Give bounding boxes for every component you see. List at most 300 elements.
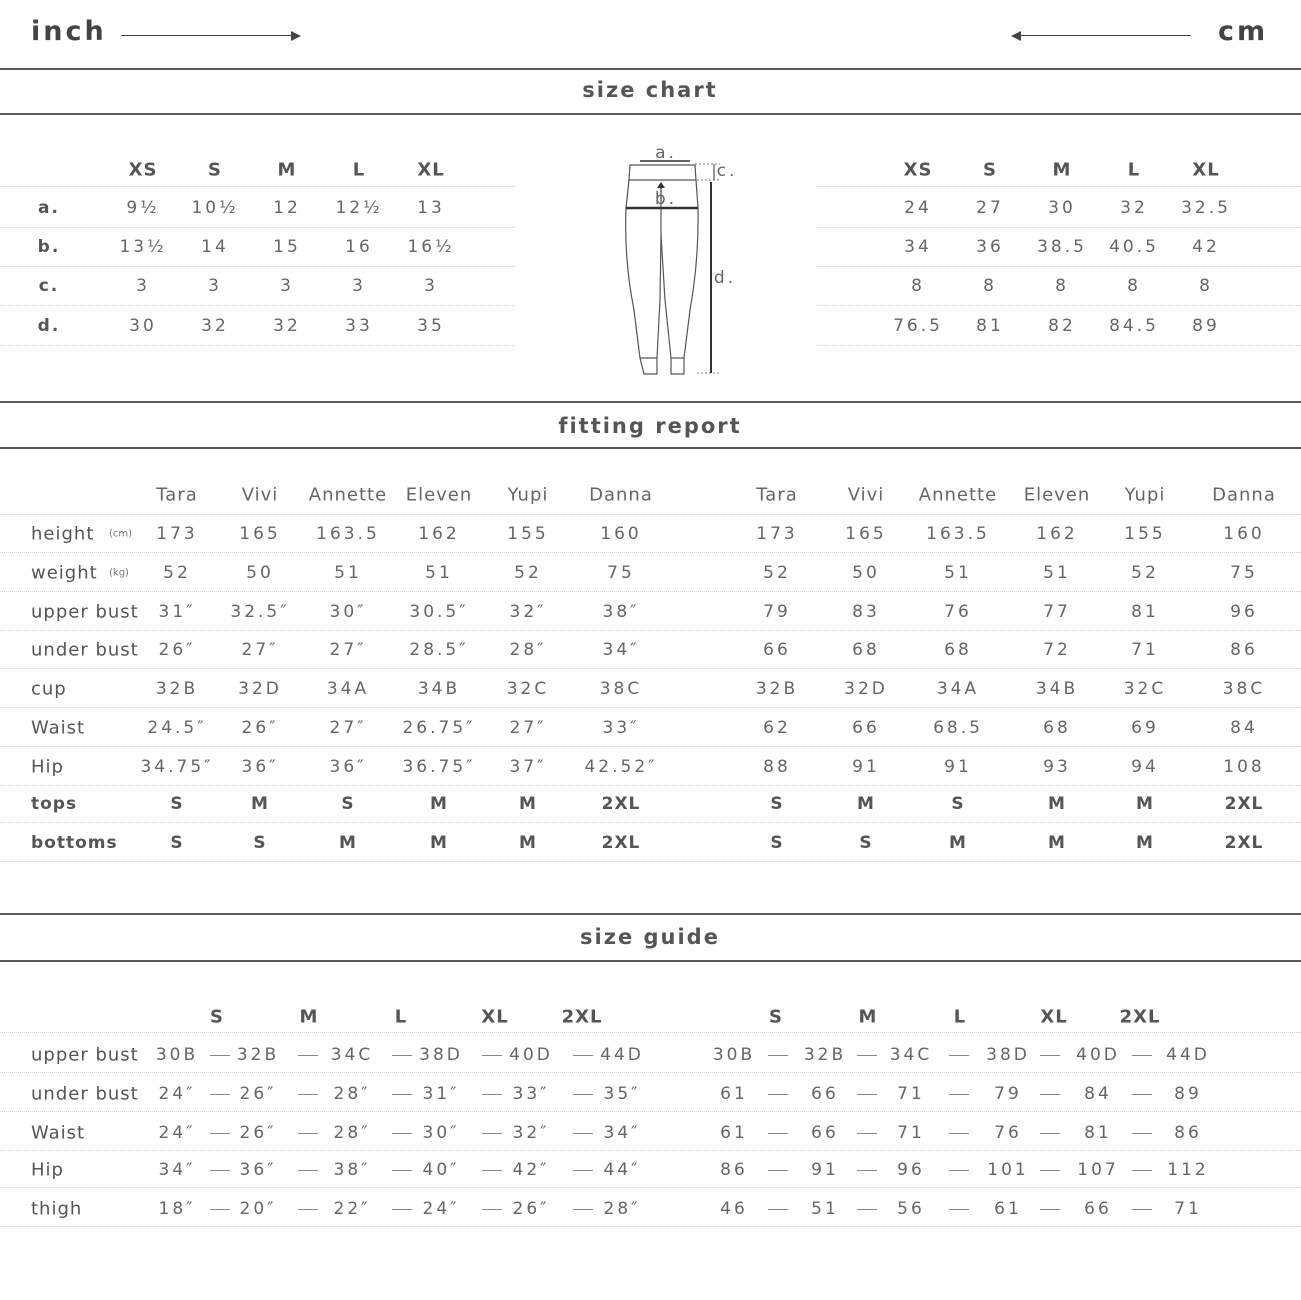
row-separator — [0, 345, 515, 347]
size-value: 13½ — [119, 237, 167, 257]
range-dash — [210, 1133, 230, 1134]
row-label: Hip — [31, 756, 64, 778]
fit-value: 71 — [1131, 640, 1159, 660]
guide-value: 20″ — [239, 1199, 277, 1219]
fit-value: M — [1048, 833, 1066, 853]
size-value: 32 — [1120, 198, 1148, 218]
model-name: Yupi — [507, 484, 549, 506]
size-value: 8 — [1055, 276, 1069, 296]
size-value: 16 — [345, 237, 373, 257]
section-title-fitting-report: fitting report — [558, 414, 742, 438]
guide-value: 44″ — [603, 1160, 641, 1180]
guide-value: 84 — [1084, 1084, 1112, 1104]
fit-value: 155 — [1124, 524, 1166, 544]
size-header: 2XL — [561, 1006, 603, 1028]
size-value: 30 — [1048, 198, 1076, 218]
measure-label: b. — [37, 237, 61, 257]
row-separator — [0, 785, 1301, 787]
guide-value: 30″ — [422, 1123, 460, 1143]
range-dash — [573, 1170, 593, 1171]
fit-value: 31″ — [158, 602, 196, 622]
guide-value: 101 — [987, 1160, 1029, 1180]
range-dash — [857, 1170, 877, 1171]
guide-value: 34″ — [603, 1123, 641, 1143]
size-header: XS — [903, 159, 933, 181]
size-value: 3 — [352, 276, 366, 296]
fit-value: 68 — [944, 640, 972, 660]
waistband-shape — [629, 165, 696, 180]
right-arrow-icon — [121, 35, 297, 36]
guide-value: 86 — [1174, 1123, 1202, 1143]
range-dash — [298, 1055, 318, 1056]
fit-value: S — [341, 794, 355, 814]
model-name: Eleven — [1023, 484, 1091, 506]
fit-value: 93 — [1043, 757, 1071, 777]
fit-value: 51 — [425, 563, 453, 583]
size-value: 40.5 — [1109, 237, 1159, 257]
fit-value: 38″ — [602, 602, 640, 622]
fit-value: 2XL — [601, 833, 641, 853]
fit-value: S — [170, 833, 184, 853]
row-separator — [0, 1226, 1301, 1228]
fit-value: 36″ — [329, 757, 367, 777]
size-value: 3 — [280, 276, 294, 296]
fit-value: 38C — [599, 679, 643, 699]
guide-value: 28″ — [333, 1084, 371, 1104]
diagram-label-a: a. — [655, 143, 677, 163]
fit-value: M — [857, 794, 875, 814]
size-value: 42 — [1192, 237, 1220, 257]
range-dash — [949, 1170, 969, 1171]
size-header: S — [210, 1006, 224, 1028]
guide-value: 32B — [803, 1045, 847, 1065]
guide-value: 40D — [1076, 1045, 1120, 1065]
size-header: S — [769, 1006, 783, 1028]
size-value: 13 — [417, 198, 445, 218]
fit-value: 2XL — [601, 794, 641, 814]
guide-value: 31″ — [422, 1084, 460, 1104]
fit-value: 96 — [1230, 602, 1258, 622]
range-dash — [573, 1055, 593, 1056]
model-name: Vivi — [847, 484, 885, 506]
size-value: 8 — [911, 276, 925, 296]
size-header: M — [858, 1006, 878, 1028]
range-dash — [1132, 1133, 1152, 1134]
range-dash — [857, 1209, 877, 1210]
row-separator — [817, 227, 1301, 229]
model-name: Eleven — [405, 484, 473, 506]
size-value: 89 — [1192, 316, 1220, 336]
fit-value: 26″ — [241, 718, 279, 738]
row-separator — [0, 861, 1301, 863]
row-label: under bust — [31, 1083, 139, 1105]
fit-value: 91 — [852, 757, 880, 777]
size-header: S — [208, 159, 222, 181]
arrowhead-right-icon — [291, 30, 303, 42]
guide-value: 56 — [897, 1199, 925, 1219]
size-value: 27 — [976, 198, 1004, 218]
range-dash — [949, 1209, 969, 1210]
guide-value: 66 — [811, 1084, 839, 1104]
diagram-label-b: b. — [654, 189, 678, 209]
fit-value: 83 — [852, 602, 880, 622]
guide-value: 66 — [1084, 1199, 1112, 1219]
range-dash — [1040, 1209, 1060, 1210]
fit-value: 32D — [844, 679, 888, 699]
size-value: 32 — [273, 316, 301, 336]
fit-value: 162 — [418, 524, 460, 544]
fit-value: 51 — [944, 563, 972, 583]
fit-value: 37″ — [509, 757, 547, 777]
divider — [0, 960, 1301, 962]
guide-value: 61 — [720, 1084, 748, 1104]
fit-value: 51 — [334, 563, 362, 583]
fit-value: 52 — [763, 563, 791, 583]
range-dash — [482, 1209, 502, 1210]
range-dash — [1132, 1170, 1152, 1171]
guide-value: 22″ — [333, 1199, 371, 1219]
size-header: XL — [417, 159, 445, 181]
fit-value: 36″ — [241, 757, 279, 777]
range-dash — [857, 1094, 877, 1095]
fit-value: M — [519, 794, 537, 814]
fit-value: M — [339, 833, 357, 853]
size-header: M — [299, 1006, 319, 1028]
row-label: upper bust — [31, 601, 139, 623]
fit-value: 68.5 — [933, 718, 983, 738]
fit-value: 155 — [507, 524, 549, 544]
size-value: 36 — [976, 237, 1004, 257]
guide-value: 26″ — [239, 1084, 277, 1104]
guide-value: 71 — [897, 1084, 925, 1104]
guide-value: 34″ — [158, 1160, 196, 1180]
range-dash — [392, 1133, 412, 1134]
fit-value: 27″ — [241, 640, 279, 660]
guide-value: 40″ — [422, 1160, 460, 1180]
guide-value: 89 — [1174, 1084, 1202, 1104]
fit-value: 34A — [326, 679, 370, 699]
fit-value: 94 — [1131, 757, 1159, 777]
guide-value: 33″ — [512, 1084, 550, 1104]
fit-value: 84 — [1230, 718, 1258, 738]
size-value: 35 — [417, 316, 445, 336]
row-separator — [817, 345, 1301, 347]
fit-value: 26.75″ — [402, 718, 476, 738]
fit-value: 30″ — [329, 602, 367, 622]
size-header: L — [1127, 159, 1141, 181]
guide-value: 46 — [720, 1199, 748, 1219]
model-name: Vivi — [241, 484, 279, 506]
guide-value: 38″ — [333, 1160, 371, 1180]
size-header: XL — [1192, 159, 1220, 181]
row-label: under bust — [31, 639, 139, 661]
fit-value: 77 — [1043, 602, 1071, 622]
fit-value: 88 — [763, 757, 791, 777]
guide-value: 32B — [236, 1045, 280, 1065]
fit-value: 27″ — [329, 640, 367, 660]
row-separator — [817, 305, 1301, 307]
row-separator — [0, 591, 1301, 593]
guide-value: 44D — [600, 1045, 644, 1065]
measure-label: a. — [38, 198, 60, 218]
guide-value: 71 — [1174, 1199, 1202, 1219]
fit-value: 165 — [239, 524, 281, 544]
fit-value: 32C — [1123, 679, 1167, 699]
fit-value: M — [1136, 794, 1154, 814]
fit-value: 163.5 — [316, 524, 380, 544]
size-value: 82 — [1048, 316, 1076, 336]
fit-value: 36.75″ — [402, 757, 476, 777]
size-value: 12 — [273, 198, 301, 218]
row-label: upper bust — [31, 1044, 139, 1066]
range-dash — [857, 1055, 877, 1056]
range-dash — [210, 1094, 230, 1095]
row-label: Hip — [31, 1159, 64, 1181]
range-dash — [768, 1094, 788, 1095]
fit-value: 86 — [1230, 640, 1258, 660]
fit-value: S — [253, 833, 267, 853]
fit-value: 91 — [944, 757, 972, 777]
guide-value: 30B — [712, 1045, 756, 1065]
row-separator — [817, 266, 1301, 268]
fit-value: 62 — [763, 718, 791, 738]
range-dash — [392, 1055, 412, 1056]
row-label: weight — [31, 562, 98, 584]
range-dash — [573, 1133, 593, 1134]
guide-value: 42″ — [512, 1160, 550, 1180]
left-arrow-icon — [1017, 35, 1191, 36]
guide-value: 24″ — [422, 1199, 460, 1219]
guide-value: 26″ — [239, 1123, 277, 1143]
fit-value: 34B — [1035, 679, 1079, 699]
size-value: 8 — [1127, 276, 1141, 296]
range-dash — [573, 1094, 593, 1095]
fit-value: 2XL — [1224, 833, 1264, 853]
size-value: 76.5 — [893, 316, 943, 336]
row-separator — [0, 186, 515, 188]
fit-value: M — [1048, 794, 1066, 814]
size-value: 34 — [904, 237, 932, 257]
fit-value: 32B — [755, 679, 799, 699]
fit-value: 34″ — [602, 640, 640, 660]
fit-value: 68 — [852, 640, 880, 660]
range-dash — [768, 1133, 788, 1134]
fit-value: 72 — [1043, 640, 1071, 660]
guide-value: 86 — [720, 1160, 748, 1180]
guide-value: 61 — [720, 1123, 748, 1143]
row-separator — [0, 746, 1301, 748]
size-value: 16½ — [407, 237, 455, 257]
size-header: 2XL — [1119, 1006, 1161, 1028]
guide-value: 91 — [811, 1160, 839, 1180]
fit-value: 162 — [1036, 524, 1078, 544]
fit-value: 173 — [156, 524, 198, 544]
fit-value: 68 — [1043, 718, 1071, 738]
size-value: 8 — [1199, 276, 1213, 296]
guide-value: 107 — [1077, 1160, 1119, 1180]
size-value: 8 — [983, 276, 997, 296]
fit-value: 32.5″ — [230, 602, 290, 622]
size-header: S — [983, 159, 997, 181]
range-dash — [392, 1170, 412, 1171]
range-dash — [298, 1209, 318, 1210]
fit-value: 42.52″ — [584, 757, 658, 777]
measure-label: c. — [38, 276, 60, 296]
row-separator — [0, 1072, 1301, 1074]
row-separator — [817, 186, 1301, 188]
range-dash — [392, 1094, 412, 1095]
row-unit: (cm) — [109, 528, 133, 540]
divider — [0, 401, 1301, 403]
guide-value: 36″ — [239, 1160, 277, 1180]
unit-label-inch: inch — [31, 16, 107, 47]
fit-value: 75 — [1230, 563, 1258, 583]
row-separator — [0, 1032, 1301, 1034]
guide-value: 26″ — [512, 1199, 550, 1219]
size-header: XL — [1040, 1006, 1068, 1028]
divider — [0, 68, 1301, 70]
fit-value: M — [1136, 833, 1154, 853]
range-dash — [1132, 1209, 1152, 1210]
size-header: M — [1052, 159, 1072, 181]
row-separator — [0, 305, 515, 307]
guide-value: 71 — [897, 1123, 925, 1143]
size-header: L — [953, 1006, 967, 1028]
size-value: 32.5 — [1181, 198, 1231, 218]
size-header: M — [277, 159, 297, 181]
fit-value: 51 — [1043, 563, 1071, 583]
guide-value: 79 — [994, 1084, 1022, 1104]
fit-value: M — [251, 794, 269, 814]
fit-value: 27″ — [329, 718, 367, 738]
fit-value: 108 — [1223, 757, 1265, 777]
fit-value: 32D — [238, 679, 282, 699]
fit-value: 163.5 — [926, 524, 990, 544]
size-value: 10½ — [191, 198, 239, 218]
size-value: 3 — [136, 276, 150, 296]
fit-value: 27″ — [509, 718, 547, 738]
guide-value: 81 — [1084, 1123, 1112, 1143]
guide-value: 51 — [811, 1199, 839, 1219]
fit-value: 69 — [1131, 718, 1159, 738]
size-value: 38.5 — [1037, 237, 1087, 257]
row-label: tops — [31, 794, 78, 814]
size-value: 81 — [976, 316, 1004, 336]
range-dash — [482, 1133, 502, 1134]
size-header: XL — [481, 1006, 509, 1028]
fit-value: 26″ — [158, 640, 196, 660]
fit-value: S — [170, 794, 184, 814]
fit-value: S — [770, 833, 784, 853]
guide-value: 24″ — [158, 1084, 196, 1104]
row-separator — [0, 266, 515, 268]
guide-value: 66 — [811, 1123, 839, 1143]
fit-value: 33″ — [602, 718, 640, 738]
size-header: L — [352, 159, 366, 181]
guide-value: 34C — [330, 1045, 374, 1065]
fit-value: 28.5″ — [409, 640, 469, 660]
size-value: 15 — [273, 237, 301, 257]
range-dash — [1040, 1055, 1060, 1056]
size-value: 33 — [345, 316, 373, 336]
fit-value: 52 — [163, 563, 191, 583]
fit-value: 30.5″ — [409, 602, 469, 622]
guide-value: 30B — [155, 1045, 199, 1065]
guide-value: 38D — [419, 1045, 463, 1065]
row-separator — [0, 668, 1301, 670]
fit-value: 160 — [600, 524, 642, 544]
fit-value: 79 — [763, 602, 791, 622]
range-dash — [482, 1094, 502, 1095]
section-title-size-chart: size chart — [582, 78, 718, 102]
model-name: Tara — [156, 484, 198, 506]
fit-value: S — [770, 794, 784, 814]
size-value: 14 — [201, 237, 229, 257]
range-dash — [298, 1133, 318, 1134]
range-dash — [482, 1170, 502, 1171]
row-separator — [0, 552, 1301, 554]
fit-value: 24.5″ — [147, 718, 207, 738]
fit-value: 173 — [756, 524, 798, 544]
unit-label-cm: cm — [1218, 16, 1269, 47]
size-header: L — [394, 1006, 408, 1028]
guide-value: 35″ — [603, 1084, 641, 1104]
model-name: Danna — [1212, 484, 1276, 506]
row-separator — [0, 822, 1301, 824]
size-value: 84.5 — [1109, 316, 1159, 336]
size-value: 32 — [201, 316, 229, 336]
divider — [0, 447, 1301, 449]
fit-value: 81 — [1131, 602, 1159, 622]
size-value: 3 — [424, 276, 438, 296]
range-dash — [768, 1055, 788, 1056]
fit-value: 38C — [1222, 679, 1266, 699]
row-label: Waist — [31, 1122, 86, 1144]
fit-value: 52 — [1131, 563, 1159, 583]
guide-value: 28″ — [333, 1123, 371, 1143]
fit-value: 2XL — [1224, 794, 1264, 814]
range-dash — [1040, 1170, 1060, 1171]
fit-value: 165 — [845, 524, 887, 544]
row-separator — [0, 707, 1301, 709]
row-separator — [0, 630, 1301, 632]
range-dash — [210, 1170, 230, 1171]
fit-value: M — [430, 833, 448, 853]
size-value: 9½ — [126, 198, 160, 218]
fit-value: M — [949, 833, 967, 853]
range-dash — [1040, 1094, 1060, 1095]
row-separator — [0, 1111, 1301, 1113]
row-separator — [0, 227, 515, 229]
range-dash — [949, 1055, 969, 1056]
row-label: height — [31, 523, 95, 545]
model-name: Annette — [918, 484, 998, 506]
fit-value: S — [859, 833, 873, 853]
fit-value: M — [519, 833, 537, 853]
fit-value: M — [430, 794, 448, 814]
fit-value: 34A — [936, 679, 980, 699]
range-dash — [1132, 1094, 1152, 1095]
range-dash — [768, 1170, 788, 1171]
row-label: bottoms — [31, 833, 118, 853]
guide-value: 44D — [1166, 1045, 1210, 1065]
size-value: 12½ — [335, 198, 383, 218]
fit-value: 32B — [155, 679, 199, 699]
range-dash — [768, 1209, 788, 1210]
size-value: 24 — [904, 198, 932, 218]
fit-value: 75 — [607, 563, 635, 583]
range-dash — [857, 1133, 877, 1134]
